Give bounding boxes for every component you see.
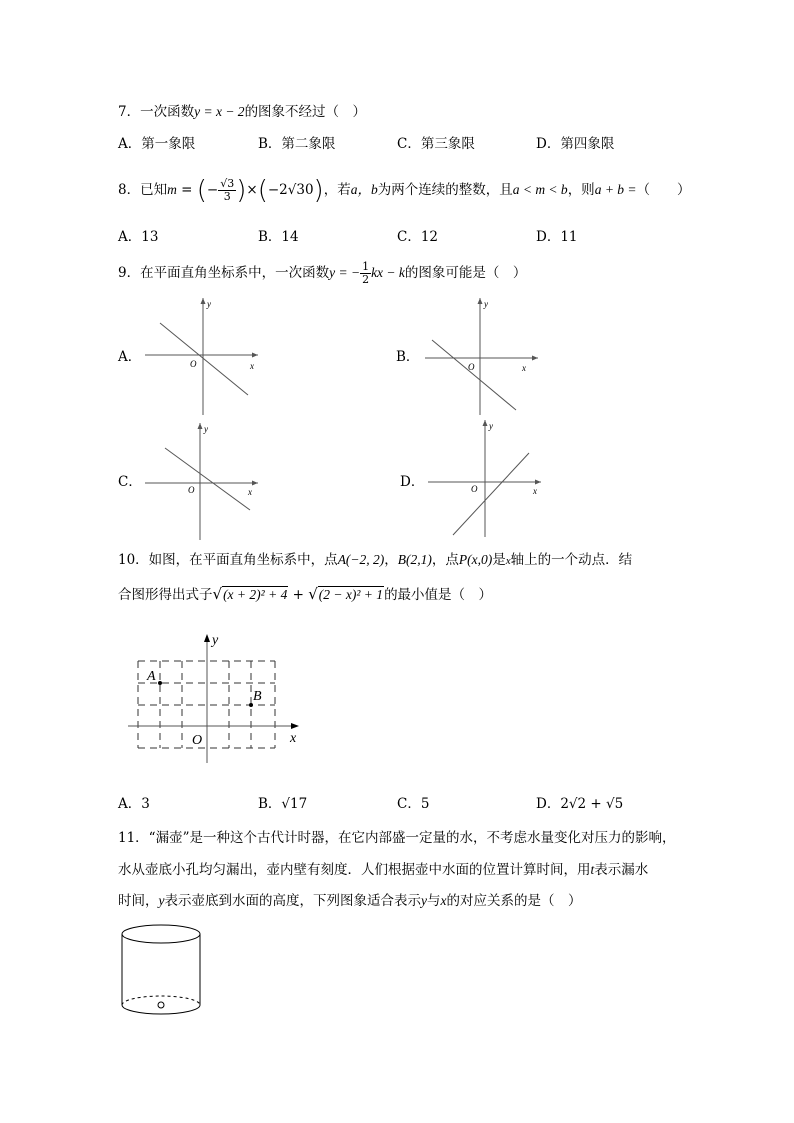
function-line: [432, 340, 516, 410]
y-axis-arrow: [198, 423, 203, 429]
point-a-label: A: [147, 669, 156, 684]
q7-stem-text: 7．一次函数: [118, 104, 195, 120]
q9-option-b-label[interactable]: B．: [396, 349, 420, 365]
q9-option-d-label[interactable]: D．: [400, 474, 425, 490]
x-axis-arrow: [532, 356, 538, 361]
q7-option-d[interactable]: D．第四象限: [536, 136, 615, 152]
q9-stem-end: 的图象可能是（ ）: [404, 265, 527, 281]
y-axis-arrow: [478, 298, 483, 304]
y-axis-arrow: [483, 420, 488, 426]
y-label: y: [212, 633, 219, 648]
cylinder-top: [122, 925, 200, 943]
q10-expr2: (2 − x)² + 1: [318, 587, 384, 602]
cylinder-bottom-front: [122, 1005, 200, 1014]
function-line: [160, 323, 248, 395]
q8-stem: 8．已知m = (− $\frac{√3}{3}$ )×(−2√30)，若a，b为两个连续的整数，且a < m < b，则a + b =（ ）: [118, 175, 691, 206]
q9-option-c-label[interactable]: C．: [118, 474, 142, 490]
q10-point-a: A(−2, 2): [337, 552, 385, 567]
q8-stem-b: ，若: [323, 182, 351, 198]
q10-option-b[interactable]: B．√17: [258, 796, 308, 812]
x-label: x: [250, 361, 254, 371]
cylinder-bottom-back: [122, 996, 200, 1005]
q8-neg: −: [206, 182, 219, 198]
q10-expr1: (x + 2)² + 4: [223, 587, 288, 602]
x-axis-arrow: [535, 480, 541, 485]
origin-label: O: [471, 484, 478, 494]
q7-stem: [118, 102, 366, 122]
q10-option-a[interactable]: A．3: [118, 796, 150, 812]
y-axis-arrow: [201, 298, 206, 304]
q9-rest: kx − k: [371, 265, 405, 280]
q7-formula: y = x − 2: [194, 104, 245, 119]
q10-stem-line2: 合图形得出式子√(x + 2)² + 4 + √(2 − x)² + 1的最小值是（ ）: [118, 585, 493, 603]
q8-fraction: $\frac{√3}{3}$: [220, 177, 235, 203]
point-a-dot: [158, 681, 162, 685]
y-axis-arrow: [204, 634, 210, 642]
q8-option-c[interactable]: C．12: [397, 229, 439, 245]
q8-eq: =: [176, 182, 197, 198]
q10-stem-line1: 10．如图，在平面直角坐标系中，点A(−2, 2)，B(2,1)，点P(x,0)是x轴上的一个动点．结: [118, 552, 633, 568]
q8-stem-c: 为两个连续的整数，且: [377, 182, 513, 198]
q11-stem-line1: 11．“漏壶”是一种这个古代计时器，在它内部盛一定量的水，不考虑水量变化对压力的影响，: [118, 830, 676, 846]
x-axis-arrow: [291, 723, 299, 729]
x-label: x: [290, 731, 297, 746]
q10-option-d[interactable]: D．2√2 + √5: [536, 796, 624, 812]
q9-graph-a[interactable]: [140, 295, 270, 420]
x-axis-arrow: [252, 481, 258, 486]
q10-point-p: P(x,0): [458, 552, 493, 567]
y-label: y: [484, 299, 488, 309]
y-label: y: [489, 421, 493, 431]
origin-label: O: [468, 362, 475, 372]
q11-water-clock-figure: [118, 922, 208, 1022]
q10-point-b: B(2,1): [397, 552, 432, 567]
x-label: x: [248, 487, 252, 497]
q9-option-a-label[interactable]: A．: [118, 349, 142, 365]
x-axis-arrow: [252, 353, 258, 358]
q8-option-b[interactable]: B．14: [258, 229, 299, 245]
q8-stem-e: （ ）: [636, 182, 691, 198]
function-line: [165, 448, 250, 510]
x-label: x: [522, 363, 526, 373]
q9-stem-text: 9．在平面直角坐标系中，一次函数: [118, 265, 330, 281]
q8-sum: a + b =: [594, 182, 637, 197]
q7-option-a[interactable]: A．第一象限: [118, 136, 196, 152]
q8-times: ×: [246, 182, 258, 198]
q10-option-c[interactable]: C．5: [397, 796, 430, 812]
x-label: x: [533, 486, 537, 496]
q8-ineq: a < m < b: [512, 182, 568, 197]
q9-graph-b[interactable]: [420, 295, 550, 420]
q8-stem-d: ，则: [567, 182, 595, 198]
q8-option-d[interactable]: D．11: [536, 229, 578, 245]
q10-grid-figure: [125, 628, 315, 768]
q9-stem: [118, 258, 526, 288]
point-b-label: B: [253, 689, 262, 704]
drain-hole: [158, 1002, 164, 1008]
origin-label: O: [188, 485, 195, 495]
q9-graph-c[interactable]: [140, 420, 270, 545]
q11-stem-line3: 时间，y表示壶底到水面的高度，下列图象适合表示y与x的对应关系的是（ ）: [118, 893, 582, 909]
origin-label: O: [192, 733, 203, 748]
origin-label: O: [190, 359, 197, 369]
q7-option-b[interactable]: B．第二象限: [258, 136, 336, 152]
q9-fraction: $\frac{1}{2}$: [362, 260, 370, 286]
q8-term2: −2√30: [267, 182, 314, 198]
q11-stem-line2: 水从壶底小孔均匀漏出，壶内壁有刻度．人们根据壶中水面的位置计算时间，用t表示漏水: [118, 862, 649, 878]
q8-m: m: [167, 182, 177, 197]
q9-y-eq: y = −: [329, 265, 361, 280]
q9-graph-d[interactable]: [425, 417, 555, 542]
y-label: y: [207, 299, 211, 309]
q8-stem-text: 8．已知: [118, 182, 168, 198]
q8-option-a[interactable]: A．13: [118, 229, 159, 245]
q8-vars: a，b: [350, 182, 378, 197]
function-line: [453, 453, 529, 535]
y-label: y: [204, 424, 208, 434]
q7-option-c[interactable]: C．第三象限: [397, 136, 475, 152]
q7-stem-end: 的图象不经过（ ）: [244, 104, 367, 120]
